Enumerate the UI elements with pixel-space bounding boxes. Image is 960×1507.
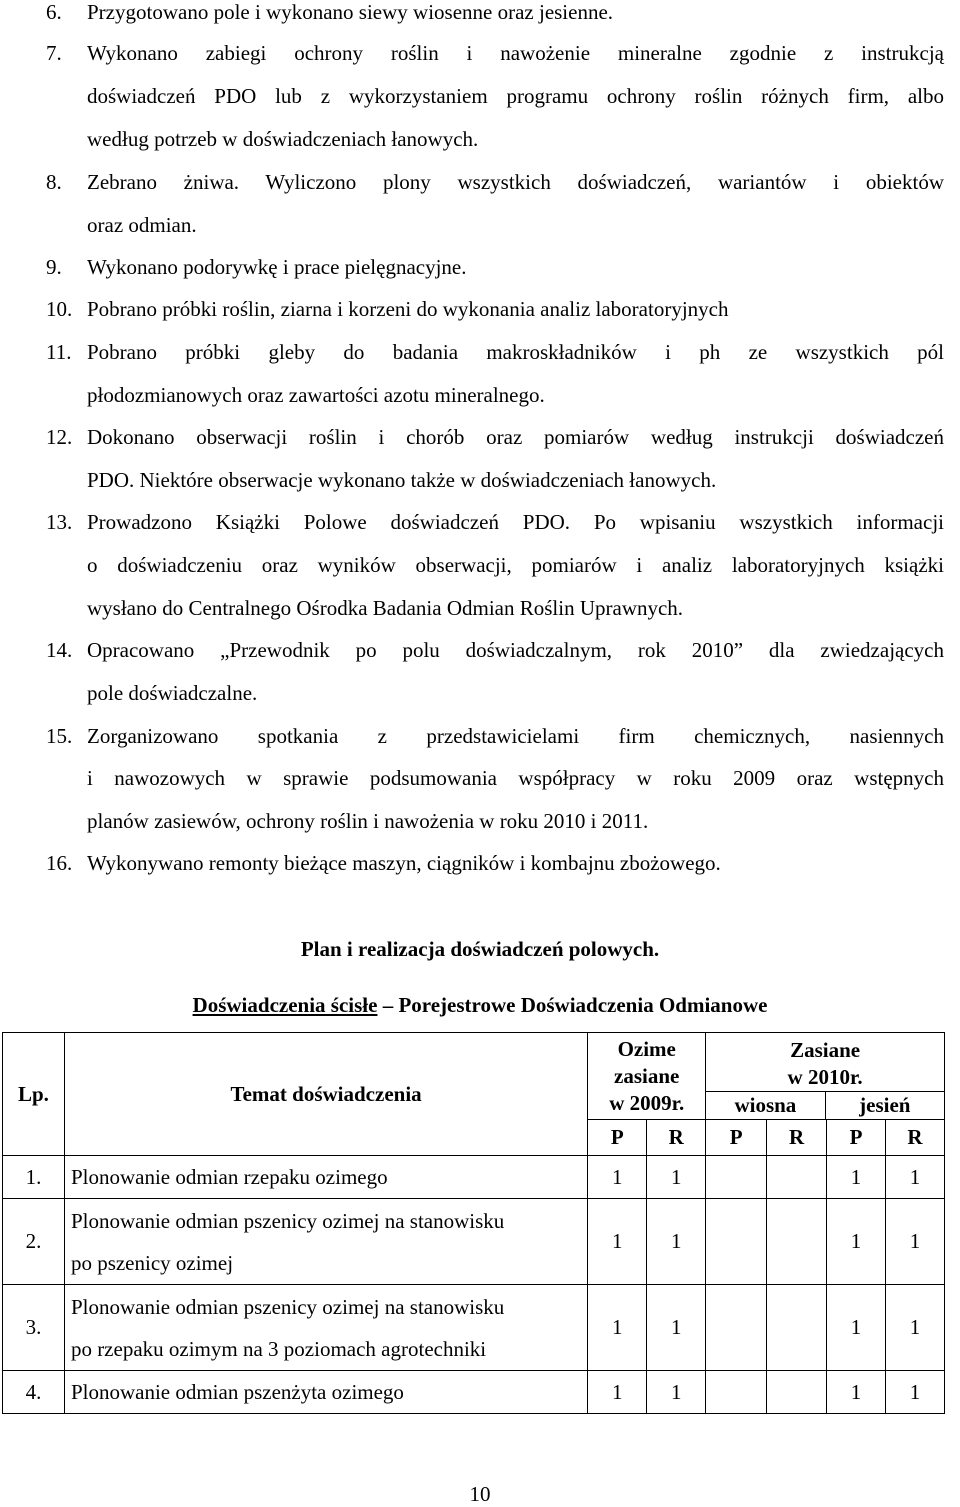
row-ozime-r: 1 (647, 1371, 706, 1414)
item-text: Wykonywano remonty bieżące maszyn, ciągników i kombajnu zbożowego. (87, 851, 721, 875)
header-zasiane-line: w 2010r. (787, 1065, 863, 1089)
item-text: i nawozowych w sprawie podsumowania współpracy w roku 2009 oraz wstępnych (87, 766, 944, 790)
row-lp: 1. (3, 1156, 65, 1199)
subtitle-rest: – Porejestrowe Doświadczenia Odmianowe (377, 993, 768, 1017)
item-number: 11. (46, 340, 72, 364)
header-p: P (827, 1120, 886, 1156)
item-text: Prowadzono Książki Polowe doświadczeń PDO. Po wpisaniu wszystkich informacji (87, 510, 944, 534)
item-text: Wykonano podorywkę i prace pielęgnacyjne. (87, 255, 467, 279)
row-ozime-p: 1 (588, 1285, 647, 1371)
item-text: płodozmianowych oraz zawartości azotu mineralnego. (87, 383, 545, 407)
header-ozime-line: w 2009r. (609, 1090, 685, 1115)
item-text: oraz odmian. (87, 213, 197, 237)
row-wiosna-p (706, 1199, 767, 1285)
header-jesien: jesień (859, 1093, 911, 1117)
row-jesien-p: 1 (827, 1371, 886, 1414)
row-jesien-r: 1 (885, 1156, 944, 1199)
experiments-table (2, 1032, 945, 1414)
table-header-row (3, 1033, 945, 1120)
item-text: PDO. Niektóre obserwacje wykonano także w doświadczeniach łanowych. (87, 468, 717, 492)
item-text: Dokonano obserwacji roślin i chorób oraz pomiarów według instrukcji doświadczeń (87, 425, 944, 449)
row-wiosna-p (706, 1371, 767, 1414)
header-r: R (767, 1120, 827, 1156)
item-number: 13. (46, 510, 73, 534)
header-ozime (588, 1033, 706, 1120)
row-temat: Plonowanie odmian pszenżyta ozimego (64, 1371, 587, 1414)
table-row (3, 1156, 945, 1199)
row-ozime-r: 1 (647, 1156, 706, 1199)
row-lp: 3. (3, 1285, 65, 1371)
row-wiosna-r (767, 1156, 827, 1199)
header-zasiane-line: Zasiane (790, 1038, 861, 1062)
table-row (3, 1371, 945, 1414)
item-number: 6. (46, 0, 62, 24)
table-row (3, 1199, 945, 1285)
item-text: Przygotowano pole i wykonano siewy wiosenne oraz jesienne. (87, 0, 614, 24)
item-text: Pobrano próbki roślin, ziarna i korzeni do wykonania analiz laboratoryjnych (87, 297, 729, 321)
row-temat-line: Plonowanie odmian pszenicy ozimej na stanowisku (70, 1294, 505, 1319)
row-wiosna-r (767, 1199, 827, 1285)
row-jesien-p: 1 (827, 1156, 886, 1199)
row-ozime-p: 1 (588, 1199, 647, 1285)
row-wiosna-r (767, 1285, 827, 1371)
row-wiosna-p (706, 1285, 767, 1371)
subtitle-underlined: Doświadczenia ścisłe (192, 993, 378, 1017)
header-r: R (885, 1120, 944, 1156)
item-number: 15. (46, 724, 73, 748)
item-text: Pobrano próbki gleby do badania makroskładników i ph ze wszystkich pól (87, 340, 944, 364)
item-text: Zebrano żniwa. Wyliczono plony wszystkich doświadczeń, wariantów i obiektów (87, 170, 944, 194)
header-lp: Lp. (3, 1033, 65, 1156)
header-ozime-line: zasiane (614, 1063, 680, 1088)
row-temat-line: po pszenicy ozimej (70, 1250, 234, 1275)
row-ozime-r: 1 (647, 1285, 706, 1371)
header-p: P (588, 1120, 647, 1156)
row-temat (64, 1285, 587, 1371)
header-p: P (706, 1120, 767, 1156)
row-wiosna-r (767, 1371, 827, 1414)
item-text: według potrzeb w doświadczeniach łanowych. (87, 127, 479, 151)
row-jesien-r: 1 (885, 1199, 944, 1285)
row-jesien-r: 1 (885, 1285, 944, 1371)
row-temat-line: po rzepaku ozimym na 3 poziomach agrotechniki (70, 1336, 487, 1361)
row-wiosna-p (706, 1156, 767, 1199)
row-jesien-p: 1 (827, 1199, 886, 1285)
table-row (3, 1285, 945, 1371)
section-subtitle (0, 993, 960, 1018)
row-jesien-p: 1 (827, 1285, 886, 1371)
row-temat-line: Plonowanie odmian pszenicy ozimej na stanowisku (70, 1208, 505, 1233)
item-number: 14. (46, 638, 73, 662)
item-number: 16. (46, 851, 73, 875)
header-wiosna: wiosna (706, 1092, 825, 1119)
row-ozime-r: 1 (647, 1199, 706, 1285)
item-text: planów zasiewów, ochrony roślin i nawożenia w roku 2010 i 2011. (87, 809, 649, 833)
item-number: 8. (46, 170, 62, 194)
item-number: 12. (46, 425, 73, 449)
item-number: 9. (46, 255, 62, 279)
row-temat: Plonowanie odmian rzepaku ozimego (64, 1156, 587, 1199)
item-number: 10. (46, 297, 73, 321)
row-lp: 4. (3, 1371, 65, 1414)
header-temat: Temat doświadczenia (64, 1033, 587, 1156)
item-text: Opracowano „Przewodnik po polu doświadczalnym, rok 2010” dla zwiedzających (87, 638, 944, 662)
item-text: pole doświadczalne. (87, 681, 258, 705)
item-text: Zorganizowano spotkania z przedstawicielami firm chemicznych, nasiennych (87, 724, 944, 748)
item-number: 7. (46, 41, 62, 65)
section-title: Plan i realizacja doświadczeń polowych. (300, 937, 660, 961)
header-r: R (647, 1120, 706, 1156)
item-text: o doświadczeniu oraz wyników obserwacji, pomiarów i analiz laboratoryjnych książki (87, 553, 944, 577)
row-lp: 2. (3, 1199, 65, 1285)
page-number: 10 (469, 1482, 491, 1506)
row-temat (64, 1199, 587, 1285)
row-ozime-p: 1 (588, 1371, 647, 1414)
item-text: doświadczeń PDO lub z wykorzystaniem programu ochrony roślin różnych firm, albo (87, 84, 944, 108)
item-text: wysłano do Centralnego Ośrodka Badania Odmian Roślin Uprawnych. (87, 596, 684, 620)
row-jesien-r: 1 (885, 1371, 944, 1414)
header-zasiane (706, 1033, 945, 1120)
header-ozime-line: Ozime (617, 1036, 676, 1061)
item-text: Wykonano zabiegi ochrony roślin i nawożenie mineralne zgodnie z instrukcją (87, 41, 944, 65)
row-ozime-p: 1 (588, 1156, 647, 1199)
